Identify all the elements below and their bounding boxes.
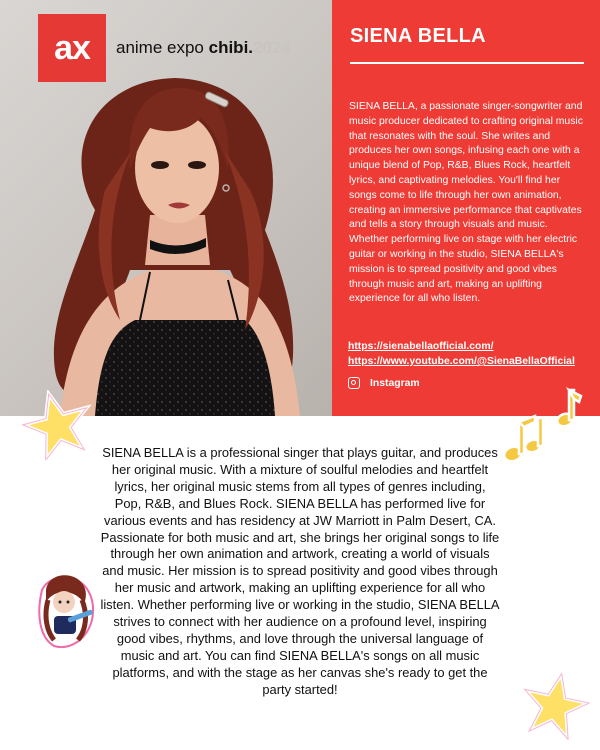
music-notes-icon (495, 382, 585, 472)
youtube-link[interactable]: https://www.youtube.com/@SienaBellaOfficial (348, 356, 575, 367)
instagram-icon (348, 377, 360, 389)
star-icon (520, 670, 590, 740)
event-name-part2: chibi. (208, 38, 254, 57)
instagram-label: Instagram (370, 377, 420, 389)
instagram-link[interactable] (348, 377, 420, 389)
artist-info-panel (332, 0, 600, 416)
divider (350, 62, 584, 64)
ax-logo (38, 14, 106, 82)
event-wordmark (116, 38, 291, 58)
artist-photo (0, 0, 332, 416)
artist-bio: SIENA BELLA, a passionate singer-songwriter and music producer dedicated to crafting original music that resonates with the soul. She writes and produces her own songs, infusing each one with a unique blend of Pop, R&B, Blues Rock, heartfelt lyrics, and captivating melodies. You'll find her songs come to life through her own animation, creating an immersive performance that captivates and tells a story through visuals and music. Whether performing live on stage with her electric guitar or working in the studio, SIENA BELLA's mission is to spread positivity and good vibes through music and art, making an uplifting experience for all who listen. (349, 101, 583, 305)
chibi-guitarist-illustration (28, 560, 103, 650)
star-icon (22, 390, 92, 460)
artist-description: SIENA BELLA is a professional singer that plays guitar, and produces her original music. With a mixture of soulful melodies and heartfelt lyrics, her original music stems from all types of genres including, Pop, R&B, and Blues Rock. SIENA BELLA has performed live for various events and has residency at JW Marriott in Palm Desert, CA. Passionate for both music and art, she brings her original songs to life through her own animation and artwork, creating a world of visuals and music. Her mission is to spread positivity and good vibes through her music and artwork, making an uplifting experience for all who listen. Whether performing live or working in the studio, SIENA BELLA strives to connect with her audience on a profound level, inspiring good vibes, rhythms, and love through the universal language of music and art. You can find SIENA BELLA's songs on all music platforms, and with the stage as her canvas she's ready to get the party started! (100, 445, 500, 697)
event-name-part1: anime expo (116, 38, 204, 57)
artist-name: SIENA BELLA (350, 25, 486, 47)
event-year: 2024 (253, 38, 291, 57)
logo-mark-text: ax (54, 28, 90, 67)
website-link[interactable]: https://sienabellaofficial.com/ (348, 341, 494, 352)
